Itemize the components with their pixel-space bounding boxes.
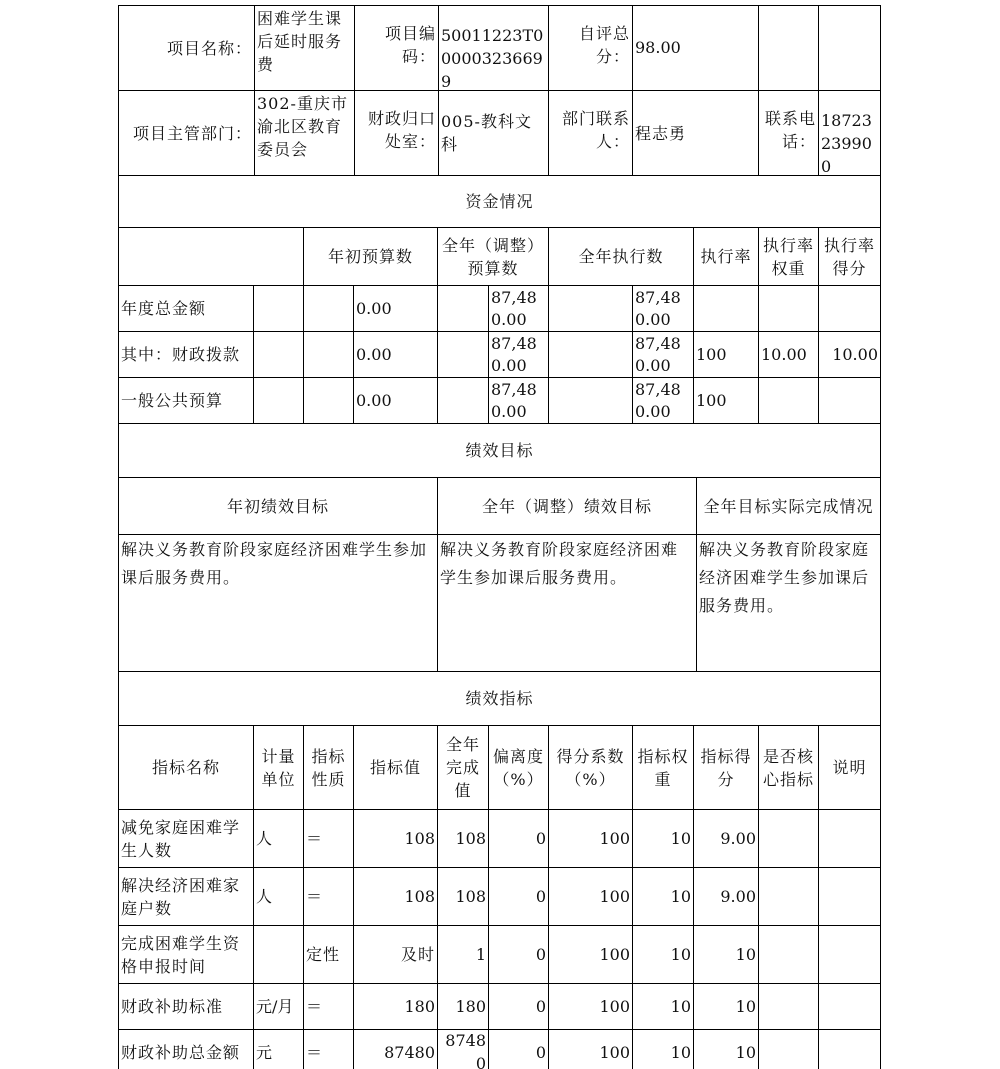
ind-row-weight: 10 — [633, 984, 694, 1030]
dept-value: 302-重庆市渝北区教育委员会 — [255, 91, 355, 176]
ind-row-unit: 元/月 — [254, 984, 304, 1030]
ind-col-coef: 得分系数（%） — [549, 726, 633, 810]
ind-row-core — [759, 868, 819, 926]
ind-row-name: 财政补助总金额 — [119, 1030, 254, 1069]
ind-row-core — [759, 984, 819, 1030]
funds-row-rate — [694, 286, 759, 332]
ind-row-name: 解决经济困难家庭户数 — [119, 868, 254, 926]
funds-row-weight — [759, 378, 819, 424]
empty-cell — [254, 332, 304, 378]
ind-col-value: 指标值 — [354, 726, 438, 810]
dept-label: 项目主管部门： — [119, 91, 255, 176]
project-name-label: 项目名称： — [119, 6, 255, 91]
finance-office-label: 财政归口处室： — [355, 91, 439, 176]
goals-col-actual: 全年目标实际完成情况 — [697, 478, 881, 535]
goals-section-title: 绩效目标 — [119, 424, 881, 478]
funds-row-score — [819, 378, 881, 424]
ind-row-deviation: 0 — [489, 926, 549, 984]
ind-col-name: 指标名称 — [119, 726, 254, 810]
empty-cell — [438, 286, 489, 332]
phone-value: 18723239900 — [819, 91, 881, 176]
ind-row-name: 完成困难学生资格申报时间 — [119, 926, 254, 984]
ind-col-note: 说明 — [819, 726, 881, 810]
ind-row-note — [819, 926, 881, 984]
goals-adjusted-text: 解决义务教育阶段家庭经济困难学生参加课后服务费用。 — [438, 535, 697, 672]
empty-cell — [549, 332, 633, 378]
ind-col-actual: 全年完成值 — [438, 726, 489, 810]
ind-col-deviation: 偏离度（%） — [489, 726, 549, 810]
funds-row-initial: 0.00 — [354, 332, 438, 378]
ind-row-score: 9.00 — [694, 868, 759, 926]
finance-office-value: 005-教科文科 — [439, 91, 549, 176]
empty-cell — [438, 378, 489, 424]
funds-row-label: 一般公共预算 — [119, 378, 254, 424]
ind-row-core — [759, 1030, 819, 1069]
ind-row-weight: 10 — [633, 810, 694, 868]
ind-row-coef: 100 — [549, 810, 633, 868]
ind-row-actual: 87480 — [438, 1030, 489, 1069]
ind-col-unit: 计量单位 — [254, 726, 304, 810]
ind-col-weight: 指标权重 — [633, 726, 694, 810]
funds-col-initial: 年初预算数 — [304, 228, 438, 286]
ind-row-nature: ＝ — [304, 810, 354, 868]
empty-cell — [304, 378, 354, 424]
funds-col-adjusted: 全年（调整）预算数 — [438, 228, 549, 286]
ind-row-deviation: 0 — [489, 868, 549, 926]
funds-row-weight — [759, 286, 819, 332]
funds-col-executed: 全年执行数 — [549, 228, 694, 286]
indicators-section-title: 绩效指标 — [119, 672, 881, 726]
funds-row-initial: 0.00 — [354, 378, 438, 424]
empty-cell — [549, 378, 633, 424]
funds-row-label: 其中：财政拨款 — [119, 332, 254, 378]
ind-row-score: 10 — [694, 926, 759, 984]
ind-row-actual: 108 — [438, 810, 489, 868]
ind-row-deviation: 0 — [489, 1030, 549, 1069]
ind-row-note — [819, 984, 881, 1030]
ind-row-nature: ＝ — [304, 984, 354, 1030]
goals-col-initial: 年初绩效目标 — [119, 478, 438, 535]
funds-row-score — [819, 286, 881, 332]
empty-cell — [304, 332, 354, 378]
ind-row-note — [819, 810, 881, 868]
ind-row-value: 87480 — [354, 1030, 438, 1069]
funds-col-rate-weight: 执行率权重 — [759, 228, 819, 286]
ind-row-value: 及时 — [354, 926, 438, 984]
ind-row-coef: 100 — [549, 926, 633, 984]
ind-row-core — [759, 926, 819, 984]
ind-row-weight: 10 — [633, 868, 694, 926]
empty-cell — [819, 6, 881, 91]
contact-label: 部门联系人： — [549, 91, 633, 176]
empty-cell — [438, 332, 489, 378]
empty-cell — [119, 228, 304, 286]
project-code-value: 50011223T000003236699 — [439, 6, 549, 91]
ind-row-score: 9.00 — [694, 810, 759, 868]
ind-row-core — [759, 810, 819, 868]
ind-row-value: 180 — [354, 984, 438, 1030]
empty-cell — [549, 286, 633, 332]
funds-row-adjusted: 87,480.00 — [489, 332, 549, 378]
ind-row-value: 108 — [354, 810, 438, 868]
funds-row-label: 年度总金额 — [119, 286, 254, 332]
empty-cell — [759, 6, 819, 91]
goals-initial-text: 解决义务教育阶段家庭经济困难学生参加课后服务费用。 — [119, 535, 438, 672]
ind-row-deviation: 0 — [489, 984, 549, 1030]
ind-row-score: 10 — [694, 1030, 759, 1069]
goals-actual-text: 解决义务教育阶段家庭经济困难学生参加课后服务费用。 — [697, 535, 881, 672]
ind-row-actual: 108 — [438, 868, 489, 926]
ind-row-coef: 100 — [549, 868, 633, 926]
funds-col-rate-score: 执行率得分 — [819, 228, 881, 286]
funds-row-executed: 87,480.00 — [633, 378, 694, 424]
self-score-label: 自评总分： — [549, 6, 633, 91]
funds-row-executed: 87,480.00 — [633, 332, 694, 378]
ind-row-weight: 10 — [633, 926, 694, 984]
ind-row-deviation: 0 — [489, 810, 549, 868]
project-name-value: 困难学生课后延时服务费 — [255, 6, 355, 91]
empty-cell — [304, 286, 354, 332]
ind-col-core: 是否核心指标 — [759, 726, 819, 810]
ind-row-weight: 10 — [633, 1030, 694, 1069]
ind-col-score: 指标得分 — [694, 726, 759, 810]
funds-row-weight: 10.00 — [759, 332, 819, 378]
funds-section-title: 资金情况 — [119, 176, 881, 228]
empty-cell — [254, 286, 304, 332]
ind-row-unit: 人 — [254, 868, 304, 926]
project-code-label: 项目编码： — [355, 6, 439, 91]
ind-row-name: 财政补助标准 — [119, 984, 254, 1030]
ind-row-note — [819, 1030, 881, 1069]
funds-col-rate: 执行率 — [694, 228, 759, 286]
ind-row-name: 减免家庭困难学生人数 — [119, 810, 254, 868]
ind-row-unit: 元 — [254, 1030, 304, 1069]
funds-row-score: 10.00 — [819, 332, 881, 378]
ind-row-nature: ＝ — [304, 1030, 354, 1069]
ind-row-coef: 100 — [549, 1030, 633, 1069]
funds-row-initial: 0.00 — [354, 286, 438, 332]
ind-row-score: 10 — [694, 984, 759, 1030]
funds-row-adjusted: 87,480.00 — [489, 286, 549, 332]
ind-row-unit: 人 — [254, 810, 304, 868]
empty-cell — [254, 378, 304, 424]
ind-row-note — [819, 868, 881, 926]
ind-row-nature: 定性 — [304, 926, 354, 984]
funds-row-executed: 87,480.00 — [633, 286, 694, 332]
funds-row-adjusted: 87,480.00 — [489, 378, 549, 424]
ind-row-unit — [254, 926, 304, 984]
contact-value: 程志勇 — [633, 91, 759, 176]
phone-label: 联系电话： — [759, 91, 819, 176]
self-score-value: 98.00 — [633, 6, 759, 91]
goals-col-adjusted: 全年（调整）绩效目标 — [438, 478, 697, 535]
ind-row-value: 108 — [354, 868, 438, 926]
ind-row-actual: 180 — [438, 984, 489, 1030]
ind-row-actual: 1 — [438, 926, 489, 984]
performance-evaluation-table — [118, 5, 881, 1069]
funds-row-rate: 100 — [694, 332, 759, 378]
funds-row-rate: 100 — [694, 378, 759, 424]
ind-col-nature: 指标性质 — [304, 726, 354, 810]
ind-row-nature: ＝ — [304, 868, 354, 926]
ind-row-coef: 100 — [549, 984, 633, 1030]
